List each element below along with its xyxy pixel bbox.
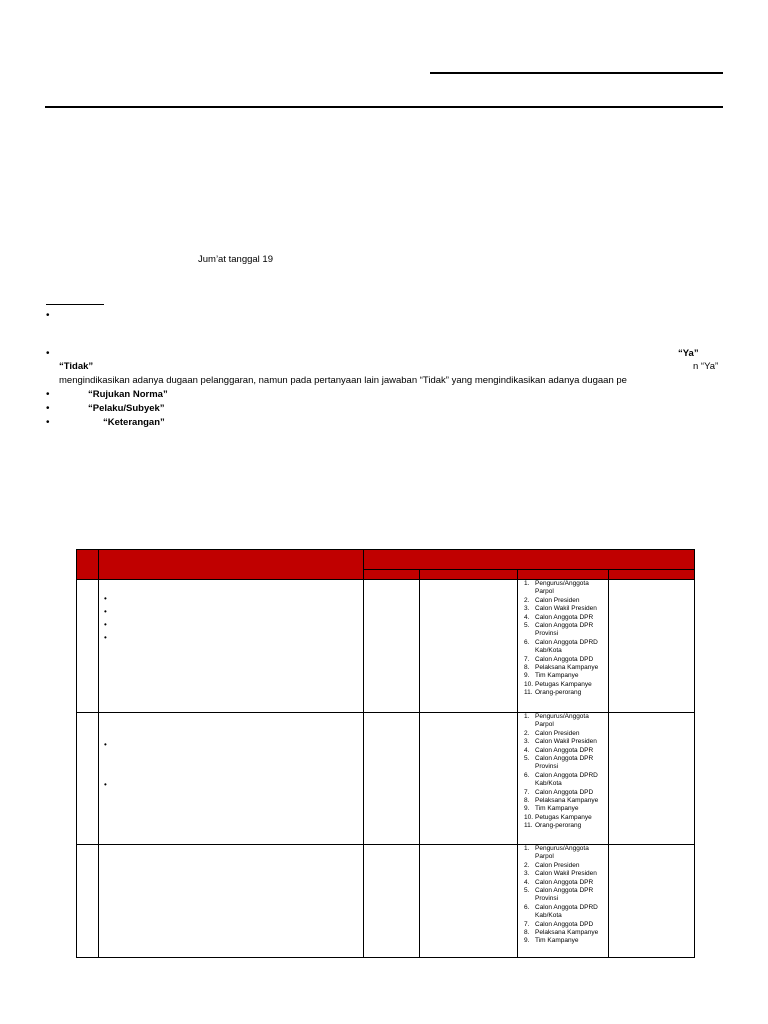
question-cell	[99, 580, 364, 713]
subject-label: Calon Wakil Presiden	[535, 605, 597, 613]
subject-number: 9.	[524, 672, 530, 680]
subject-label: Calon Wakil Presiden	[535, 870, 597, 878]
ya-cell	[364, 713, 420, 845]
subject-label: Petugas Kampanye	[535, 813, 592, 821]
subject-list-item	[524, 870, 608, 878]
subject-list-item	[524, 814, 608, 822]
subject-list-item	[524, 822, 608, 830]
subject-number: 7.	[524, 655, 530, 663]
subject-number: 8.	[524, 664, 530, 672]
subject-list-item	[524, 605, 608, 613]
subject-number: 6.	[524, 771, 530, 779]
subject-label: Pengurus/Anggota Parpol	[535, 845, 589, 861]
row-number-cell	[77, 580, 99, 713]
subject-label: Calon Presiden	[535, 729, 580, 737]
header-cell-pelaku	[518, 570, 609, 580]
header-cell-question	[99, 550, 364, 580]
tidak-cell	[420, 845, 518, 958]
header-long-rule	[45, 106, 723, 108]
subject-label: Calon Anggota DPR Provinsi	[535, 622, 594, 638]
subject-number: 11.	[524, 822, 533, 830]
subject-label: Calon Presiden	[535, 596, 580, 604]
subject-number: 6.	[524, 903, 530, 911]
subject-number: 7.	[524, 788, 530, 796]
subject-number: 3.	[524, 605, 530, 613]
subject-label: Orang-perorang	[535, 689, 582, 697]
subject-list-item	[524, 639, 608, 656]
subject-number: 1.	[524, 580, 530, 587]
subject-label: Calon Anggota DPD	[535, 920, 594, 928]
violation-table	[76, 549, 695, 958]
subject-label: Calon Anggota DPR	[535, 613, 594, 621]
subject-number: 10.	[524, 680, 534, 688]
subject-label: Calon Anggota DPR Provinsi	[535, 755, 594, 771]
subject-list-item	[524, 805, 608, 813]
subject-label: Calon Presiden	[535, 861, 580, 869]
keterangan-cell	[609, 580, 695, 713]
row-number-cell	[77, 845, 99, 958]
subject-list-item	[524, 689, 608, 697]
subject-number: 2.	[524, 729, 530, 737]
subject-label: Calon Anggota DPR	[535, 878, 594, 886]
keterangan-label: “Keterangan”	[103, 417, 165, 428]
subject-list-item	[524, 681, 608, 689]
subject-list-item	[524, 597, 608, 605]
subject-list-item	[524, 797, 608, 805]
subject-label: Tim Kampanye	[535, 937, 579, 945]
subject-label: Pelaksana Kampanye	[535, 664, 599, 672]
subject-list-item	[524, 747, 608, 755]
bullet-marker-5: •	[46, 417, 50, 428]
subject-list-item	[524, 845, 608, 862]
subject-list-item	[524, 614, 608, 622]
subject-list-item	[524, 755, 608, 772]
subject-list-cell	[518, 845, 609, 958]
subject-number: 4.	[524, 878, 530, 886]
subject-label: Calon Anggota DPR Provinsi	[535, 887, 594, 903]
cell-bullet: •	[104, 594, 107, 603]
ya-label: “Ya”	[678, 348, 699, 359]
subject-number: 4.	[524, 746, 530, 754]
bullet-marker-2: •	[46, 348, 50, 359]
subject-list-item	[524, 738, 608, 746]
bullet-marker-1: •	[46, 310, 50, 321]
subject-label: Orang-perorang	[535, 822, 582, 830]
subject-list-item	[524, 580, 608, 597]
subject-number: 2.	[524, 596, 530, 604]
subject-list-item	[524, 713, 608, 730]
subject-number: 3.	[524, 738, 530, 746]
subject-list	[518, 845, 608, 946]
subject-label: Calon Anggota DPR	[535, 746, 594, 754]
subject-number: 5.	[524, 887, 530, 895]
cell-bullet: •	[104, 633, 107, 642]
subject-number: 3.	[524, 870, 530, 878]
subject-number: 1.	[524, 713, 530, 720]
keterangan-cell	[609, 845, 695, 958]
n-ya-text: n “Ya”	[693, 361, 719, 372]
subject-label: Calon Wakil Presiden	[535, 738, 597, 746]
subject-number: 8.	[524, 797, 530, 805]
subject-number: 5.	[524, 622, 530, 630]
header-short-rule	[430, 72, 723, 74]
subject-list	[518, 713, 608, 831]
subject-list-cell	[518, 580, 609, 713]
pelaku-subyek-label: “Pelaku/Subyek”	[88, 403, 165, 414]
bullet-marker-4: •	[46, 403, 50, 414]
cell-bullet: •	[104, 607, 107, 616]
subject-list-cell	[518, 713, 609, 845]
subject-list-item	[524, 937, 608, 945]
subject-number: 8.	[524, 929, 530, 937]
subject-label: Calon Anggota DPRD Kab/Kota	[535, 771, 598, 788]
header-cell-tidak	[420, 570, 518, 580]
subject-list-item	[524, 921, 608, 929]
question-cell	[99, 713, 364, 845]
subject-list-item	[524, 904, 608, 921]
keterangan-cell	[609, 713, 695, 845]
cell-bullet: •	[104, 620, 107, 629]
subject-number: 6.	[524, 638, 530, 646]
ya-cell	[364, 580, 420, 713]
date-line: Jum’at tanggal 19	[198, 254, 273, 265]
header-cell-ya	[364, 570, 420, 580]
subject-list-item	[524, 879, 608, 887]
cell-bullet: •	[104, 780, 107, 789]
subject-number: 2.	[524, 861, 530, 869]
subject-list-item	[524, 664, 608, 672]
question-cell	[99, 845, 364, 958]
subject-number: 5.	[524, 755, 530, 763]
subject-list-item	[524, 672, 608, 680]
subject-label: Pengurus/Anggota Parpol	[535, 713, 589, 729]
row-number-cell	[77, 713, 99, 845]
subject-label: Tim Kampanye	[535, 805, 579, 813]
subject-label: Petugas Kampanye	[535, 680, 592, 688]
ya-cell	[364, 845, 420, 958]
subject-list-item	[524, 622, 608, 639]
subject-list-item	[524, 730, 608, 738]
table-row	[77, 845, 695, 958]
subject-label: Pelaksana Kampanye	[535, 797, 599, 805]
indication-line: mengindikasikan adanya dugaan pelanggaran, namun pada pertanyaan lain jawaban “Tidak” yang mengindikasikan adanya dugaan pe	[59, 375, 627, 386]
subject-number: 4.	[524, 613, 530, 621]
subject-list-item	[524, 656, 608, 664]
subject-list-item	[524, 772, 608, 789]
rujukan-norma-label: “Rujukan Norma”	[88, 389, 168, 400]
subject-label: Pengurus/Anggota Parpol	[535, 580, 589, 596]
subject-label: Tim Kampanye	[535, 672, 579, 680]
tidak-cell	[420, 580, 518, 713]
subject-number: 11.	[524, 689, 533, 697]
tidak-cell	[420, 713, 518, 845]
tidak-label: “Tidak”	[59, 361, 94, 372]
subject-label: Calon Anggota DPD	[535, 788, 594, 796]
header-cell-no	[77, 550, 99, 580]
subject-list-item	[524, 929, 608, 937]
subject-list	[518, 580, 608, 698]
subject-list-item	[524, 789, 608, 797]
section-underline	[46, 304, 104, 305]
subject-list-item	[524, 862, 608, 870]
cell-bullet: •	[104, 740, 107, 749]
subject-number: 7.	[524, 920, 530, 928]
subject-number: 10.	[524, 813, 534, 821]
subject-label: Calon Anggota DPRD Kab/Kota	[535, 903, 598, 920]
subject-number: 9.	[524, 937, 530, 945]
header-cell-answer-group	[364, 550, 695, 570]
subject-number: 1.	[524, 845, 530, 852]
bullet-marker-3: •	[46, 389, 50, 400]
table-row	[77, 580, 695, 713]
subject-number: 9.	[524, 805, 530, 813]
subject-list-item	[524, 887, 608, 904]
subject-label: Pelaksana Kampanye	[535, 929, 599, 937]
header-cell-keterangan	[609, 570, 695, 580]
subject-label: Calon Anggota DPRD Kab/Kota	[535, 638, 598, 655]
subject-label: Calon Anggota DPD	[535, 655, 594, 663]
table-row	[77, 713, 695, 845]
